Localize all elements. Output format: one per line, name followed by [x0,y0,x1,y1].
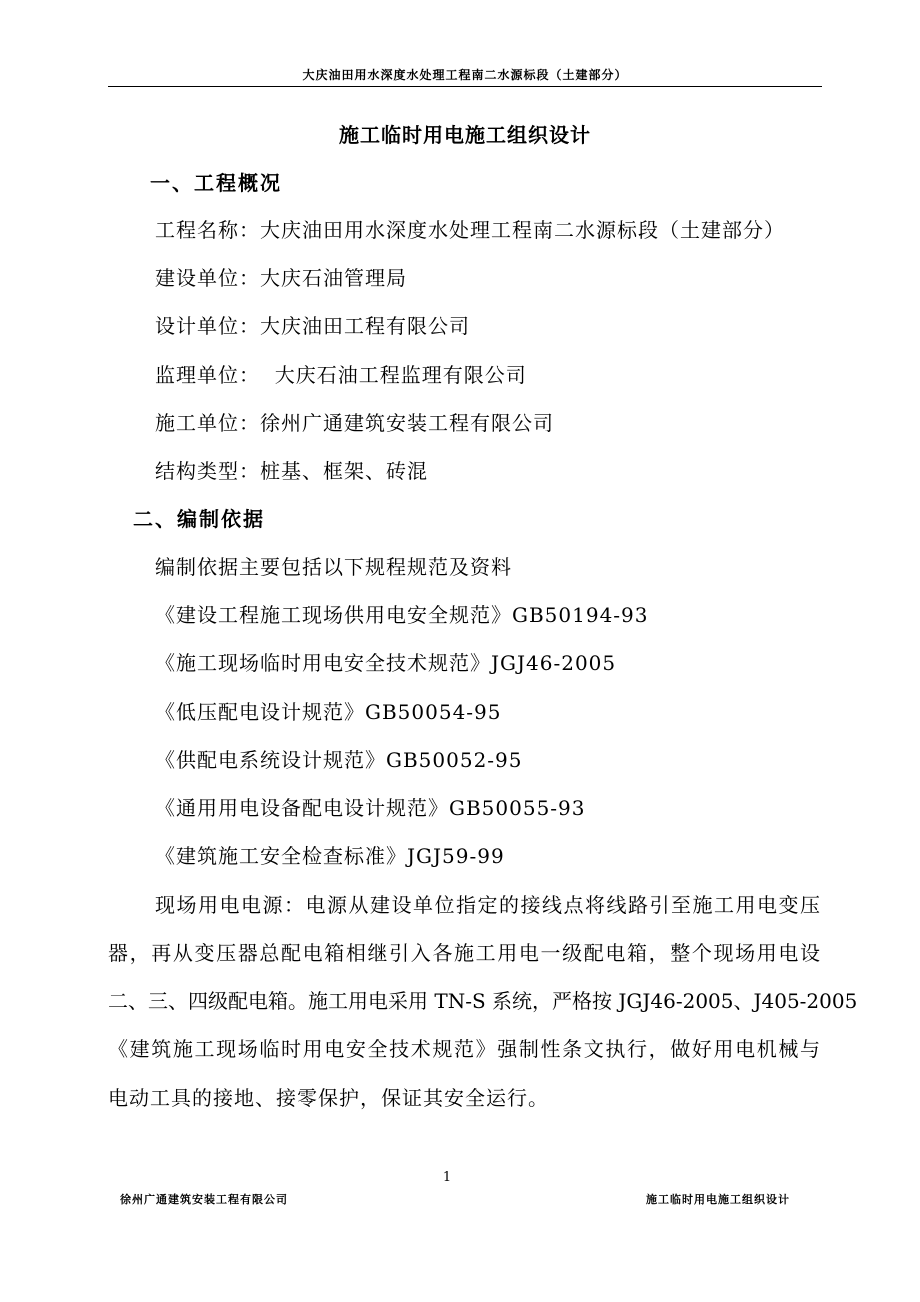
field-contractor [155,411,554,435]
paragraph-line: 《建筑施工现场临时用电安全技术规范》强制性条文执行，做好用电机械与 [108,1037,820,1061]
section-heading-overview: 一、工程概况 [150,171,282,195]
field-value: 徐州广通建筑安装工程有限公司 [260,411,554,435]
paragraph-line: 二、三、四级配电箱。施工用电采用 TN-S 系统，严格按 JGJ46-2005、J405-2005 [108,989,858,1013]
page-number: 1 [442,1170,452,1185]
field-designer [155,314,470,338]
paragraph-line: 现场用电电源：电源从建设单位指定的接线点将线路引至施工用电变压 [155,893,820,917]
reference-item: 《供配电系统设计规范》GB50052-95 [155,748,523,772]
field-owner [155,266,407,290]
header-divider [108,86,822,87]
field-label: 设计单位： [155,314,260,338]
reference-item: 《建设工程施工现场供用电安全规范》GB50194-93 [155,603,649,627]
reference-item: 《通用用电设备配电设计规范》GB50055-93 [155,796,586,820]
field-structure-type [155,459,428,483]
paragraph-line: 器，再从变压器总配电箱相继引入各施工用电一级配电箱，整个现场用电设 [108,941,820,965]
reference-item: 《施工现场临时用电安全技术规范》JGJ46-2005 [155,651,617,675]
field-value: 大庆油田用水深度水处理工程南二水源标段（土建部分） [260,218,785,242]
paragraph-line: 电动工具的接地、接零保护，保证其安全运行。 [108,1086,549,1110]
field-project-name [155,218,785,242]
field-label: 结构类型： [155,459,260,483]
section-heading-basis: 二、编制依据 [133,507,265,531]
field-value: 大庆油田工程有限公司 [260,314,470,338]
field-label: 监理单位： [155,363,260,387]
field-value: 大庆石油管理局 [260,266,407,290]
reference-item: 《建筑施工安全检查标准》JGJ59-99 [155,844,505,868]
document-title: 施工临时用电施工组织设计 [339,123,591,147]
field-supervisor [155,363,527,387]
field-value: 桩基、框架、砖混 [260,459,428,483]
footer-document-title: 施工临时用电施工组织设计 [646,1193,790,1206]
field-label: 工程名称： [155,218,260,242]
running-header-title: 大庆油田用水深度水处理工程南二水源标段（土建部分） [302,68,628,82]
basis-intro: 编制依据主要包括以下规程规范及资料 [155,555,512,579]
footer-company: 徐州广通建筑安装工程有限公司 [120,1193,288,1206]
field-value: 大庆石油工程监理有限公司 [260,363,527,387]
field-label: 施工单位： [155,411,260,435]
field-label: 建设单位： [155,266,260,290]
reference-item: 《低压配电设计规范》GB50054-95 [155,700,502,724]
